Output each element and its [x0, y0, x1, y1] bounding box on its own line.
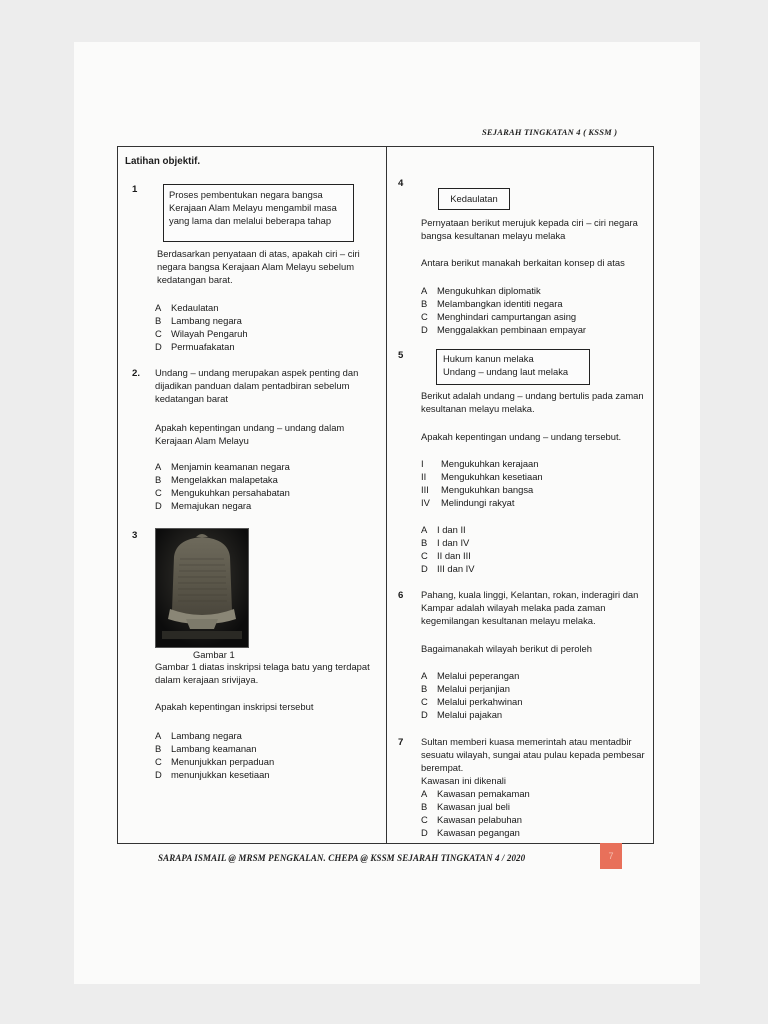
q2-option-d: D Memajukan negara [155, 500, 252, 511]
question-2-number: 2. [132, 368, 141, 379]
q5-option-a: A I dan II [421, 524, 466, 535]
q7-stem-line-2: sesuatu wilayah, sungai atau pulau kepada pembesar [421, 749, 645, 760]
question-4-number: 4 [398, 178, 404, 189]
q1-stem-line-3: kedatangan barat. [157, 274, 233, 285]
question-1-statement-box [163, 184, 354, 242]
page-header: SEJARAH TINGKATAN 4 ( KSSM ) [482, 127, 618, 137]
q3-question: Apakah kepentingan inskripsi tersebut [155, 701, 314, 712]
q5-item-i: I Mengukuhkan kerajaan [421, 458, 539, 469]
q7-stem-line-1: Sultan memberi kuasa memerintah atau mentadbir [421, 736, 632, 747]
q2-question-line-1: Apakah kepentingan undang – undang dalam [155, 422, 345, 433]
q4-option-d: D Menggalakkan pembinaan empayar [421, 324, 587, 335]
q5-box-line-1: Hukum kanun melaka [443, 353, 534, 364]
q7-option-b: B Kawasan jual beli [421, 801, 510, 812]
stone-illustration [156, 529, 248, 647]
q4-option-c: C Menghindari campurtangan asing [421, 311, 577, 322]
question-5-box [436, 349, 590, 385]
q5-option-b: B I dan IV [421, 537, 470, 548]
q3-option-a: A Lambang negara [155, 730, 242, 741]
q2-stem-line-2: dijadikan panduan dalam pentadbiran sebelum [155, 380, 350, 391]
q6-question: Bagaimanakah wilayah berikut di peroleh [421, 643, 592, 654]
q2-question-line-2: Kerajaan Alam Melayu [155, 435, 249, 446]
page-footer: SARAPA ISMAIL @ MRSM PENGKALAN. CHEPA @ KSSM SEJARAH TINGKATAN 4 / 2020 [158, 853, 526, 863]
question-1-number: 1 [132, 184, 138, 195]
q7-stem-line-3: berempat. [421, 762, 464, 773]
q4-stem-line-1: Pernyataan berikut merujuk kepada ciri – ciri negara [421, 217, 638, 228]
q1-stem-line-2: negara bangsa Kerajaan Alam Melayu sebelum [157, 261, 354, 272]
q1-stem-line-1: Berdasarkan penyataan di atas, apakah ciri – ciri [157, 248, 360, 259]
q2-option-a: A Menjamin keamanan negara [155, 461, 290, 472]
q5-item-ii: II Mengukuhkan kesetiaan [421, 471, 543, 482]
q4-option-a: A Mengukuhkan diplomatik [421, 285, 541, 296]
question-6-number: 6 [398, 590, 404, 601]
column-divider [386, 146, 387, 844]
page-number-badge: 7 [600, 843, 622, 869]
q1-box-line-3: yang lama dan melalui beberapa tahap [169, 215, 332, 226]
q1-option-a: A Kedaulatan [155, 302, 219, 313]
q5-item-iii: III Mengukuhkan bangsa [421, 484, 534, 495]
q7-option-c: C Kawasan pelabuhan [421, 814, 522, 825]
q6-option-c: C Melalui perkahwinan [421, 696, 523, 707]
q6-option-b: B Melalui perjanjian [421, 683, 510, 694]
q2-stem-line-3: kedatangan barat [155, 393, 228, 404]
q2-option-c: C Mengukuhkan persahabatan [155, 487, 290, 498]
q2-option-b: B Mengelakkan malapetaka [155, 474, 278, 485]
q7-option-d: D Kawasan pegangan [421, 827, 520, 838]
q7-question: Kawasan ini dikenali [421, 775, 506, 786]
inscription-stone-photo [155, 528, 249, 648]
q1-option-c: C Wilayah Pengaruh [155, 328, 248, 339]
q5-box-line-2: Undang – undang laut melaka [443, 366, 569, 377]
q6-stem-line-3: kegemilangan kesultanan melayu melaka. [421, 615, 596, 626]
q7-option-a: A Kawasan pemakaman [421, 788, 530, 799]
q1-option-d: D Permuafakatan [155, 341, 235, 352]
q2-stem-line-1: Undang – undang merupakan aspek penting dan [155, 367, 359, 378]
q4-stem-line-2: bangsa kesultanan melayu melaka [421, 230, 566, 241]
q3-stem-line-2: dalam kerajaan srivijaya. [155, 674, 259, 685]
question-7-number: 7 [398, 737, 404, 748]
q6-stem-line-1: Pahang, kuala linggi, Kelantan, rokan, inderagiri dan [421, 589, 639, 600]
q5-stem-line-2: kesultanan melayu melaka. [421, 403, 535, 414]
question-4-box [438, 188, 510, 210]
q1-option-b: B Lambang negara [155, 315, 242, 326]
q5-question: Apakah kepentingan undang – undang tersebut. [421, 431, 622, 442]
q6-option-a: A Melalui peperangan [421, 670, 520, 681]
q6-option-d: D Melalui pajakan [421, 709, 503, 720]
q6-stem-line-2: Kampar adalah wilayah melaka pada zaman [421, 602, 606, 613]
q4-box-text: Kedaulatan [450, 193, 498, 204]
section-title: Latihan objektif. [125, 156, 201, 167]
question-5-number: 5 [398, 350, 404, 361]
figure-caption: Gambar 1 [193, 649, 235, 660]
q5-option-c: C II dan III [421, 550, 471, 561]
q4-option-b: B Melambangkan identiti negara [421, 298, 563, 309]
q4-question: Antara berikut manakah berkaitan konsep di atas [421, 257, 625, 268]
q1-box-line-2: Kerajaan Alam Melayu mengambil masa [169, 202, 337, 213]
q3-stem-line-1: Gambar 1 diatas inskripsi telaga batu yang terdapat [155, 661, 370, 672]
q3-option-c: C Menunjukkan perpaduan [155, 756, 275, 767]
q5-item-iv: IV Melindungi rakyat [421, 497, 515, 508]
q3-option-d: D menunjukkan kesetiaan [155, 769, 270, 780]
q3-option-b: B Lambang keamanan [155, 743, 257, 754]
q5-stem-line-1: Berikut adalah undang – undang bertulis pada zaman [421, 390, 644, 401]
q1-box-line-1: Proses pembentukan negara bangsa [169, 189, 323, 200]
question-3-number: 3 [132, 530, 138, 541]
q5-option-d: D III dan IV [421, 563, 475, 574]
